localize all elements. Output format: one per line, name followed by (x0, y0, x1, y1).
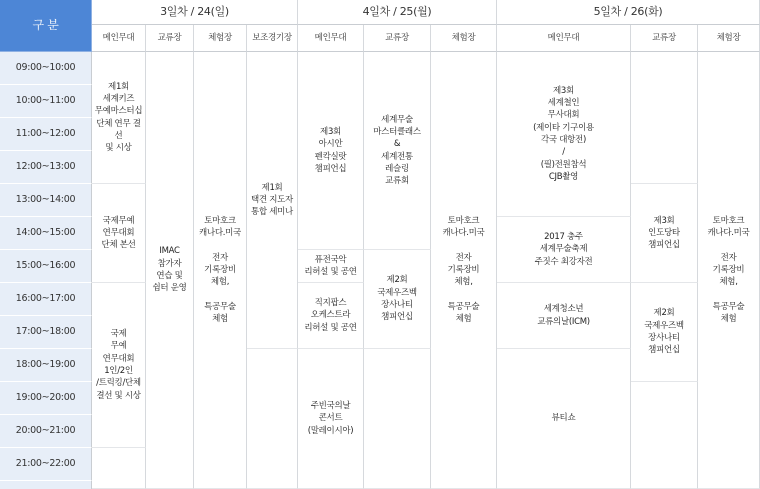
event-d4-exchange-masterclass: 세계무술 마스터클래스 & 세계전통 레슬링 교류회 (364, 52, 431, 250)
event-d5-experience: 토마호크 캐나다.미국 전자 기록장비 체험, 특공무술 체험 (698, 52, 760, 489)
event-d4-main-pencak-silat: 제3회 아시안 펜칵실랏 챔피언십 (298, 52, 364, 250)
venue-header: 교류장 (146, 25, 194, 52)
empty-cell (631, 52, 698, 184)
time-slot: 16:00~17:00 (0, 283, 92, 316)
time-slot: 14:00~15:00 (0, 217, 92, 250)
event-d5-main-jiujitsu: 2017 충주 세계무술축제 주짓수 최강자전 (497, 217, 631, 283)
time-slot: 17:00~18:00 (0, 316, 92, 349)
empty-cell (247, 349, 298, 489)
venue-header: 보조경기장 (247, 25, 298, 52)
event-d3-exchange-imac: IMAC 참가자 연습 및 쉼터 운영 (146, 52, 194, 489)
event-d5-main-ironman: 제3회 세계철인 무사대회 (제이타 기구이용 각국 대항전) / (필)전원참석 CJB촬영 (497, 52, 631, 217)
empty-cell (92, 448, 146, 489)
day-4-header: 4일차 / 25(월) (298, 0, 497, 25)
corner-header: 구 분 (0, 0, 92, 52)
event-d5-exchange-uzbek: 제2회 국제우즈벡 장사나티 챔피언십 (631, 283, 698, 382)
time-slot: 09:00~10:00 (0, 52, 92, 85)
time-slot: 10:00~11:00 (0, 85, 92, 118)
empty-cell (631, 382, 698, 489)
time-slot: 20:00~21:00 (0, 415, 92, 448)
venue-header: 체험장 (698, 25, 760, 52)
event-d5-main-beauty-show: 뷰티쇼 (497, 349, 631, 489)
venue-header: 메인무대 (92, 25, 146, 52)
time-slot: 19:00~20:00 (0, 382, 92, 415)
time-slot: 11:00~12:00 (0, 118, 92, 151)
time-filler (0, 481, 92, 489)
venue-header: 교류장 (631, 25, 698, 52)
event-d3-main-kids-mastership: 제1회 세계키즈 무예마스터십 단체 연무 결선 및 시상 (92, 52, 146, 184)
time-slot: 15:00~16:00 (0, 250, 92, 283)
venue-header: 교류장 (364, 25, 431, 52)
day-3-header: 3일차 / 24(일) (92, 0, 298, 25)
venue-header: 체험장 (431, 25, 497, 52)
event-d4-experience: 토마호크 캐나다.미국 전자 기록장비 체험, 특공무술 체험 (431, 52, 497, 489)
time-slot: 18:00~19:00 (0, 349, 92, 382)
event-d5-exchange-indo-dangta: 제3회 인도당타 챔피언십 (631, 184, 698, 283)
event-d4-main-fusion-gugak: 퓨전국악 리허설 및 공연 (298, 250, 364, 283)
event-d5-main-youth-exchange: 세계청소년 교류의날(ICM) (497, 283, 631, 349)
venue-header: 체험장 (194, 25, 247, 52)
event-d3-main-team-prelim: 국제무예 연무대회 단체 본선 (92, 184, 146, 283)
event-d3-aux-taekkyeon-seminar: 제1회 택견 지도자 통합 세미나 (247, 52, 298, 349)
event-d3-experience: 토마호크 캐나다.미국 전자 기록장비 체험, 특공무술 체험 (194, 52, 247, 489)
venue-header: 메인무대 (497, 25, 631, 52)
event-d4-main-malaysia-concert: 주빈국의날 콘서트 (말레이시아) (298, 349, 364, 489)
event-d3-main-finals: 국제 무예 연무대회 1인/2인 /트릭킹/단체 결선 및 시상 (92, 283, 146, 448)
day-5-header: 5일차 / 26(화) (497, 0, 760, 25)
time-slot: 21:00~22:00 (0, 448, 92, 481)
time-slot: 13:00~14:00 (0, 184, 92, 217)
event-d4-main-jikji-pops: 직지팝스 오케스트라 리허설 및 공연 (298, 283, 364, 349)
event-d4-exchange-uzbek: 제2회 국제우즈벡 장사나티 챔피언십 (364, 250, 431, 349)
empty-cell (364, 349, 431, 489)
time-slot: 12:00~13:00 (0, 151, 92, 184)
venue-header: 메인무대 (298, 25, 364, 52)
